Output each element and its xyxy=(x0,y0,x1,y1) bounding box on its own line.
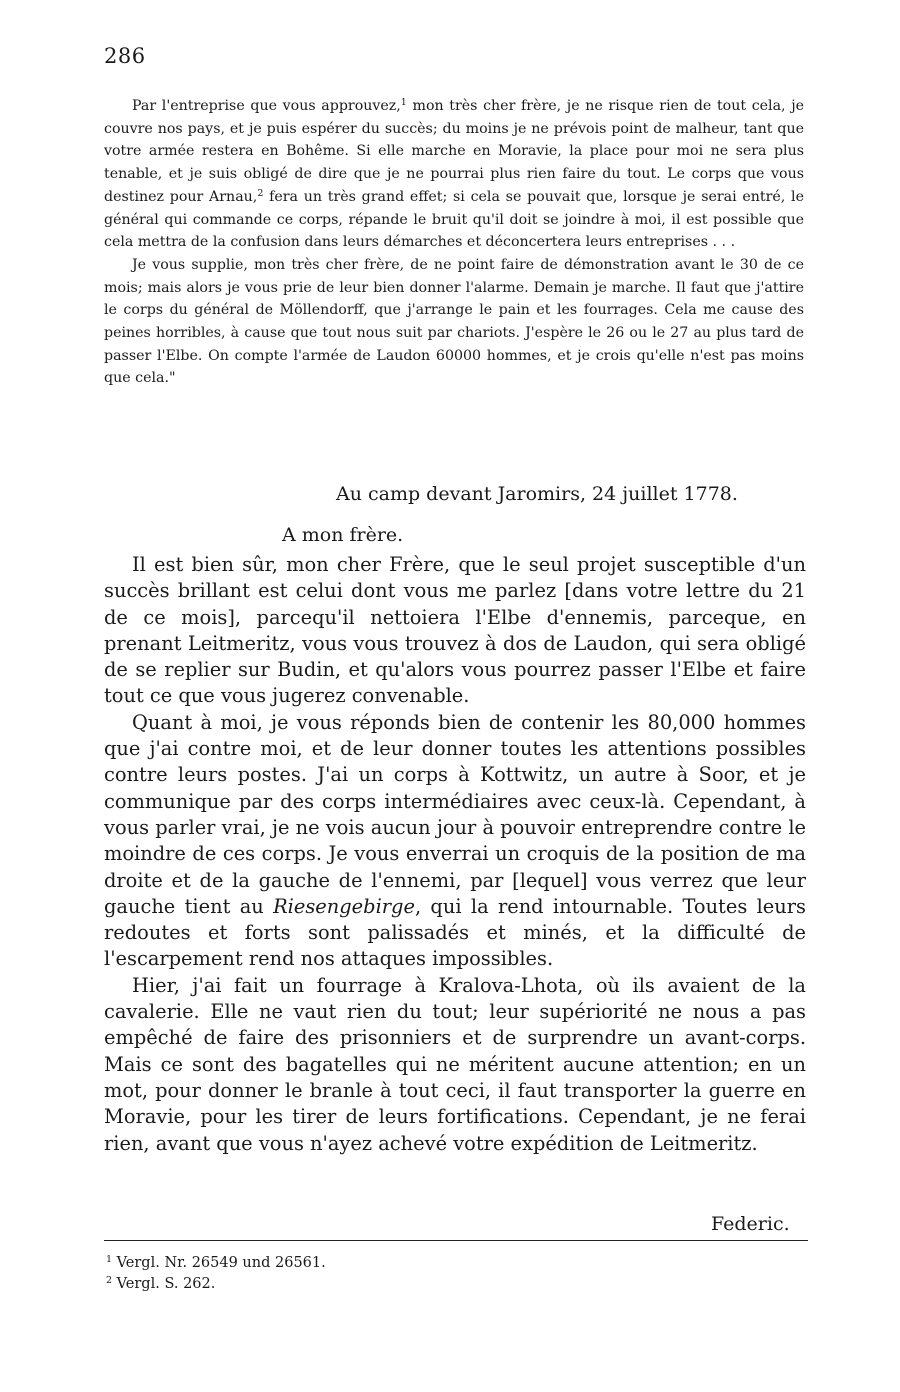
footnote-ref-1: 1 xyxy=(400,97,407,108)
footnotes xyxy=(106,1253,326,1295)
letter-body xyxy=(104,552,806,1157)
letter-paragraph-2: Quant à moi, je vous réponds bien de contenir les 80,000 hommes que j'ai contre moi, et de leur donner toutes les attentions possibles contre leurs postes. J'ai un corps à Kottwitz, un autre à Soor, et je communique par des corps intermédiaires avec ceux-là. Cependant, à vous parler vrai, je ne vois aucun jour à pouvoir entreprendre contre le moindre de ces corps. Je vous enverrai un croquis de la position de ma droite et de la gauche de l'ennemi, par [lequel] vous verrez que leur gauche tient au Riesengebirge, qui la rend intournable. Toutes leurs redoutes et forts sont palissadés et minés, et la difficulté de l'escarpement rend nos attaques impossibles. xyxy=(104,710,806,971)
letter-dateline: Au camp devant Jaromirs, 24 juillet 1778. xyxy=(336,483,738,505)
continuation-paragraph-1: Par l'entreprise que vous approuvez,$^1$ mon très cher frère, je ne risque rien de tout cela, je couvre nos pays, et je puis espérer du succès; du moins je ne prévois point de malheur, tant que votre armée restera en Bohême. Si elle marche en Moravie, la place pour moi ne sera plus tenable, et je suis obligé de dire que je ne pourrai plus rien faire du tout. Le corps que vous destinez pour Arnau,$^2$ fera un très grand effet; si cela se pouvait que, lorsque je serai entré, le général qui commande ce corps, répande le bruit qu'il doit se joindre à moi, il est possible que cela mettra de la confusion dans leurs démarches et déconcertera leurs entreprises . . . xyxy=(104,97,804,251)
page-number: 286 xyxy=(104,44,146,68)
letter-paragraph-3: Hier, j'ai fait un fourrage à Kralova-Lhota, où ils avaient de la cavalerie. Elle ne vaut rien du tout; leur supériorité ne nous a pas empêché de faire des prisonniers et de surprendre un avant-corps. Mais ce sont des bagatelles qui ne méritent aucune attention; en un mot, pour donner le branle à tout ceci, il faut transporter la guerre en Moravie, pour les tirer de leurs fortifications. Cependant, je ne ferai rien, avant que vous n'ayez achevé votre expédition de Leitmeritz. xyxy=(104,973,806,1155)
letter-continuation xyxy=(104,95,804,390)
footnote-1: $^1$ Vergl. Nr. 26549 und 26561. xyxy=(106,1254,326,1271)
footnote-2: $^2$ Vergl. S. 262. xyxy=(106,1275,216,1292)
letter-paragraph-1: Il est bien sûr, mon cher Frère, que le seul projet susceptible d'un succès brillant est celui dont vous me parlez [dans votre lettre du 21 de ce mois], parcequ'il nettoiera l'Elbe d'ennemis, parceque, en prenant Leitmeritz, vous vous trouvez à dos de Laudon, qui sera obligé de se replier sur Budin, et qu'alors vous pourrez passer l'Elbe et faire tout ce que vous jugerez convenable. xyxy=(104,553,806,708)
footnote-divider xyxy=(104,1240,808,1241)
footnote-ref-2: 2 xyxy=(257,187,264,199)
place-name-italic: Riesengebirge xyxy=(273,894,415,918)
letter-salutation: A mon frère. xyxy=(282,524,404,546)
continuation-paragraph-2: Je vous supplie, mon très cher frère, de ne point faire de démonstration avant le 30 de ce mois; mais alors je vous prie de leur bien donner l'alarme. Demain je marche. Il faut que j'attire le corps du général de Möllendorff, que j'arrange le pain et les fourrages. Cela me cause des peines horribles, à cause que tout nous suit par chariots. J'espère le 26 ou le 27 au plus tard de passer l'Elbe. On compte l'armée de Laudon 60000 hommes, et je crois qu'elle n'est pas moins que cela." xyxy=(104,256,804,387)
letter-signature: Federic. xyxy=(711,1213,790,1235)
